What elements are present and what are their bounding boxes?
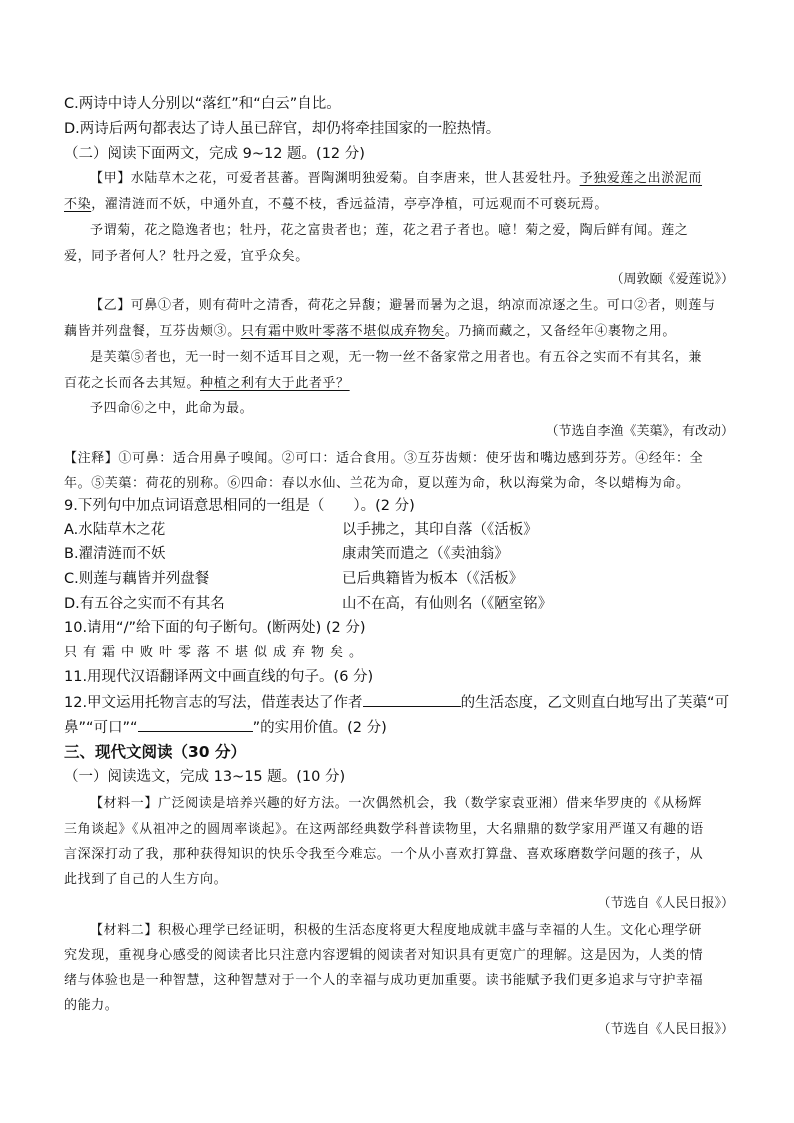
material-1-line-3: 言深深打动了我，那种获得知识的快乐令我至今难忘。一个从小喜欢打算盘、喜欢琢磨数学问题的孩子，从 [64,847,704,862]
jia-source: （周敦颐《爱莲说》） [610,272,734,287]
option-c-text: C.两诗中诗人分别以“落红”和“白云”自比。 [64,96,341,112]
material-1-line-1: 【材料一】广泛阅读是培养兴趣的好方法。一次偶然机会，我（数学家袁亚湘）借来华罗庚的《从杨辉 [90,796,703,811]
question-12-text: 鼻”“可口”“ [64,720,138,736]
yi-source: （节选自李渔《芙蕖》，有改动） [545,424,734,439]
yi-underlined-sentence-1: 只有霜中败叶零落不堪似成弃物矣 [240,324,445,339]
material-2-line-1: 【材料二】积极心理学已经证明，积极的生活态度将更大程度地成就丰盛与幸福的人生。文化心理学研 [90,923,703,938]
yi-paragraph-2-line-2 [64,372,350,391]
question-9-option-a-left: A.水陆草木之花 [64,522,166,538]
material-2-line-4: 的能力。 [64,998,119,1013]
jia-paragraph-2-line-1: 予谓菊，花之隐逸者也；牡丹，花之富贵者也；莲，花之君子者也。噫！菊之爱，陶后鲜有闻。莲之 [90,223,689,238]
question-12-line-2 [64,716,387,737]
material-1-source: （节选自《人民日报》） [597,896,734,911]
jia-underlined-sentence-end: 不染 [64,197,92,212]
yi-paragraph-3: 予四命⑥之中，此命为最。 [90,401,254,416]
material-1-line-2: 三角谈起》《从祖冲之的圆周率谈起》。在这两部经典数学科普读物里，大名鼎鼎的数学家用严谨又有趣的语 [64,822,704,837]
yi-text: 百花之长而各去其短。 [64,376,201,391]
option-d-text: D.两诗后两句都表达了诗人虽已辞官，却仍将牵挂国家的一腔热情。 [64,121,501,137]
jia-text: ，濯清涟而不妖，中通外直，不蔓不枝，香远益清，亭亭净植，可远观而不可亵玩焉。 [91,197,609,212]
jia-underlined-sentence-start: 予独爱莲之出淤泥而 [579,171,703,186]
question-9-option-a-right: 以手拂之，其印自落（《活板》 [342,522,538,538]
question-12-text: ”的实用价值。(2 分) [252,720,387,736]
question-9-option-c-right: 已后典籍皆为板本（《活板》 [342,571,524,587]
jia-paragraph-1-line-1 [90,167,702,186]
jia-paragraph-1-line-2 [64,193,608,212]
notes-line-1: 【注释】①可鼻：适合用鼻子嗅闻。②可口：适合食用。③互芬齿颊：使牙齿和嘴边感到芬芳。④经年：全 [64,451,704,466]
question-12-line-1 [64,691,729,712]
jia-text: 【甲】水陆草木之花，可爱者甚蕃。晋陶渊明独爱菊。自李唐来，世人甚爱牡丹。 [90,171,580,186]
question-12-text: 的生活态度，乙文则直白地写出了芙蕖“可 [460,695,730,711]
yi-text: 藕皆并列盘餐，互芬齿颊③。 [64,324,241,339]
material-1-line-4: 此找到了自己的人生方向。 [64,872,228,887]
section-3-subheading: （一）阅读选文，完成 13~15 题。(10 分) [64,769,346,785]
section-2-heading: （二）阅读下面两文，完成 9~12 题。(12 分) [64,146,365,162]
yi-paragraph-1-line-1: 【乙】可鼻①者，则有荷叶之清香，荷花之异馥；避暑而暑为之退，纳凉而凉逐之生。可口②者，则莲与 [90,298,716,313]
question-9-option-b-right: 康肃笑而遣之（《卖油翁》 [342,546,509,562]
question-10-stem: 10.请用“/”给下面的句子断句。(断两处) (2 分) [64,620,366,636]
jia-paragraph-2-line-2: 爱，同予者何人？牡丹之爱，宜乎众矣。 [64,249,309,264]
question-9-option-d-right: 山不在高，有仙则名（《陋室铭》 [342,596,553,612]
material-2-source: （节选自《人民日报》） [597,1022,734,1037]
question-9-option-c-left: C.则莲与藕皆并列盘餐 [64,571,210,587]
question-11-stem: 11.用现代汉语翻译两文中画直线的句子。(6 分) [64,669,374,685]
question-12-blank-1[interactable] [363,692,461,707]
question-10-sentence: 只有霜中败叶零落不堪似成弃物矣。 [64,645,369,660]
question-9-option-d-left: D.有五谷之实而不有其名 [64,596,225,612]
question-12-text: 12.甲文运用托物言志的写法，借莲表达了作者 [64,695,363,711]
material-2-line-3: 绪与体验也是一种智慧，这种智慧对于一个人的幸福与成功更加重要。读书能赋予我们更多追求与守护幸福 [64,973,704,988]
yi-paragraph-1-line-2 [64,320,676,339]
material-2-line-2: 究发现，重视身心感受的阅读者比只注意内容逻辑的阅读者对知识具有更宽广的理解。这是因为，人类的情 [64,948,704,963]
question-9-stem: 9.下列句中加点词语意思相同的一组是（ ）。(2 分) [64,498,415,514]
question-9-option-b-left: B.濯清涟而不妖 [64,546,166,562]
yi-underlined-sentence-2: 种植之利有大于此者乎？ [200,376,350,391]
yi-paragraph-2-line-1: 是芙蕖⑤者也，无一时一刻不适耳目之观，无一物一丝不备家常之用者也。有五谷之实而不有其名，兼 [90,350,703,365]
question-12-blank-2[interactable] [138,717,253,732]
yi-text: 。乃摘而藏之，又备经年④裹物之用。 [444,324,677,339]
section-3-heading: 三、现代文阅读（30 分） [64,743,246,761]
notes-line-2: 年。⑤芙蕖：荷花的别称。⑥四命：春以水仙、兰花为命，夏以莲为命，秋以海棠为命，冬以蜡梅为命。 [64,476,690,491]
